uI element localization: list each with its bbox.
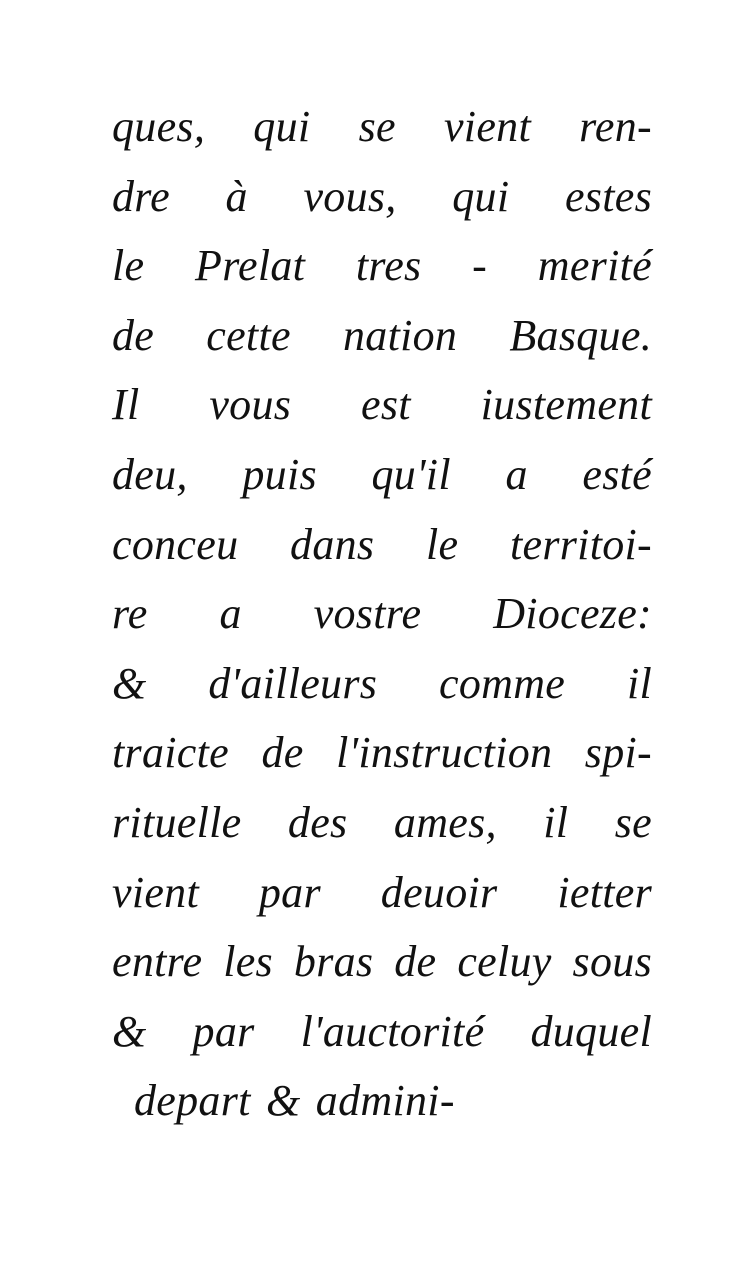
text-line-12: vient par deuoir ietter [112, 867, 652, 917]
text-line-14: & par l'auctorité duquel [112, 1006, 652, 1056]
text-line-7: conceu dans le territoi- [112, 519, 652, 569]
text-line-15: depart & admini- [134, 1076, 455, 1126]
text-line-10: traicte de l'instruction spi- [112, 728, 652, 778]
text-line-11: rituelle des ames, il se [112, 797, 652, 847]
text-line-13: entre les bras de celuy sous [112, 937, 652, 987]
text-line-5: Il vous est iustement [112, 380, 652, 430]
page-text-block [112, 92, 652, 1136]
text-line-9: & d'ailleurs comme il [112, 658, 652, 708]
text-line-8: re a vostre Dioceze: [112, 589, 652, 639]
text-line-1: ques, qui se vient ren- [112, 102, 652, 151]
text-line-4: de cette nation Basque. [112, 310, 652, 360]
text-line-2: dre à vous, qui estes [112, 171, 652, 221]
text-line-6: deu, puis qu'il a esté [112, 449, 652, 499]
text-line-3: le Prelat tres - merité [112, 241, 652, 291]
